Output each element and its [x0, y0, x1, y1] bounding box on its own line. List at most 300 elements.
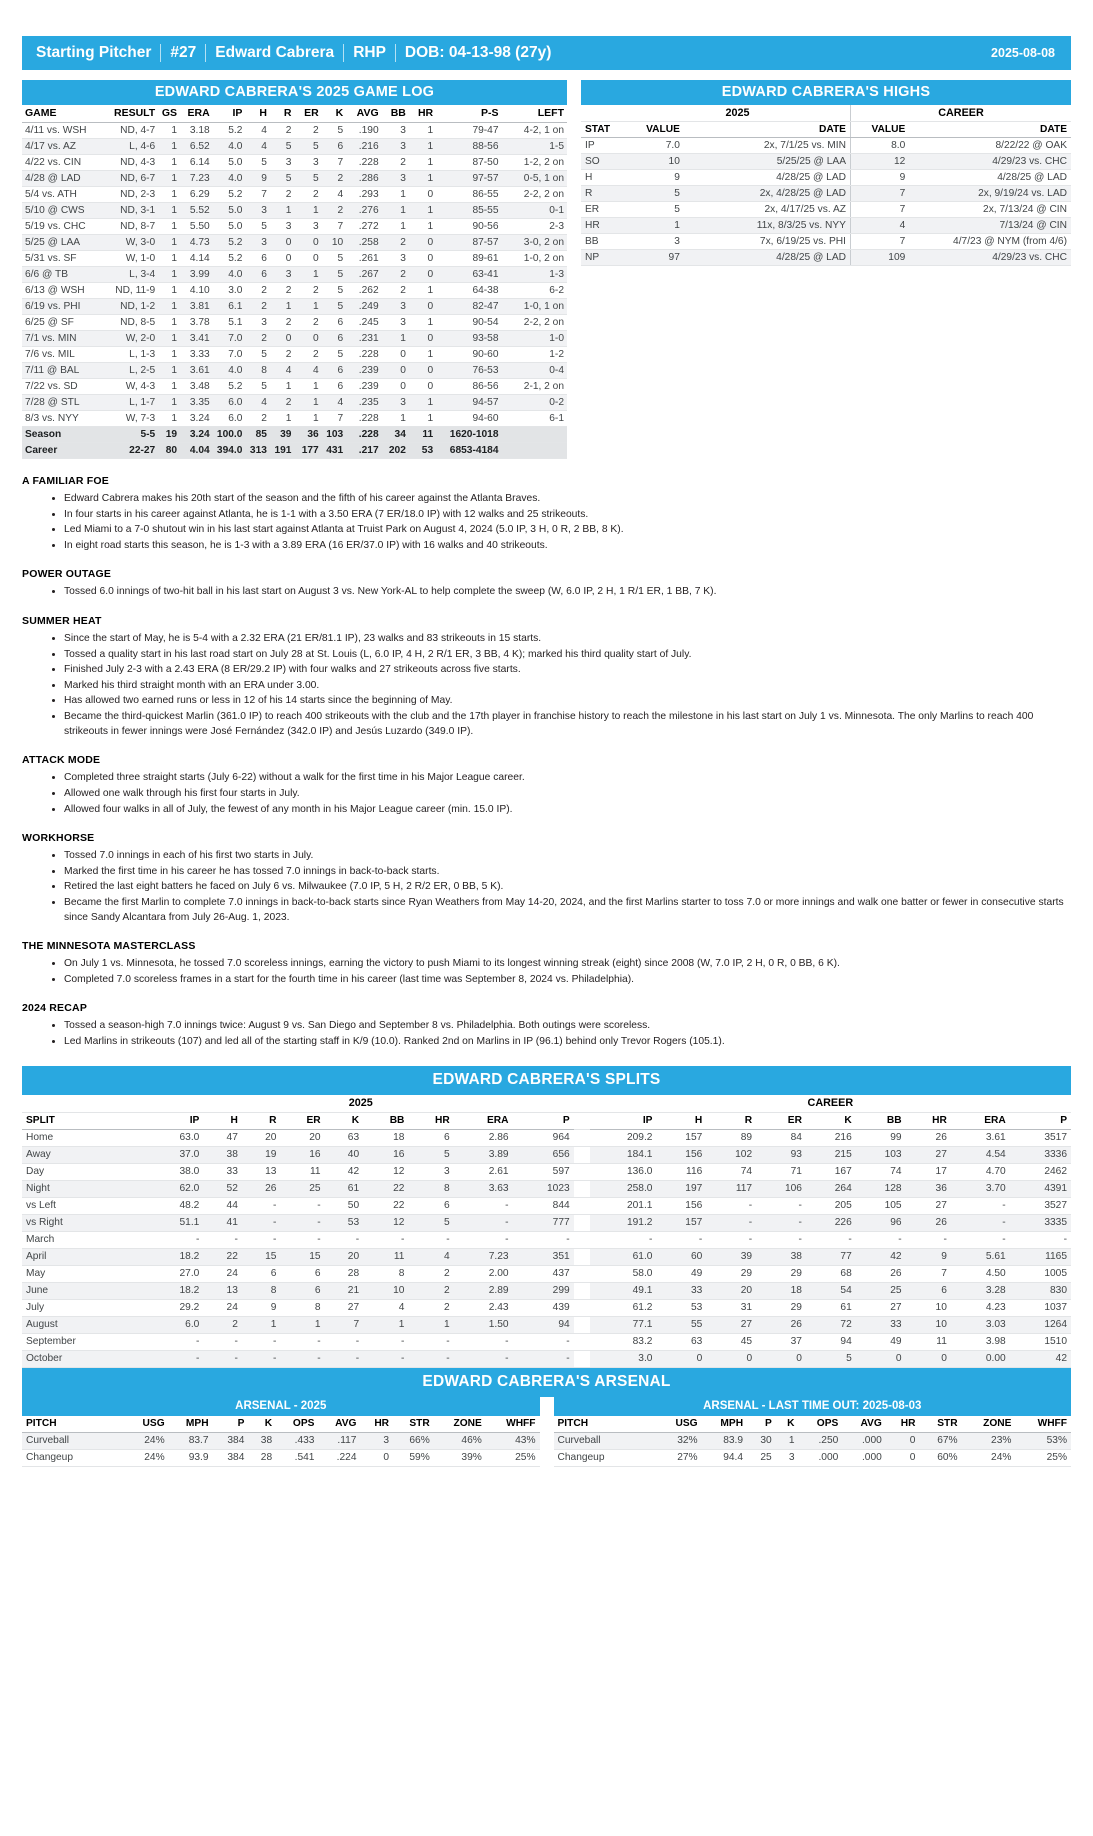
splits-row — [22, 1316, 1071, 1333]
column-header-whff: WHFF — [486, 1416, 540, 1433]
game-log-cell: .261 — [346, 251, 381, 267]
game-log-cell: .235 — [346, 395, 381, 411]
game-log-cell: ND, 2-3 — [98, 187, 158, 203]
splits-row-gap — [574, 1146, 590, 1163]
game-log-cell: 1 — [158, 203, 180, 219]
game-log-cell: 5/10 @ CWS — [22, 203, 98, 219]
highs-row — [581, 250, 1071, 266]
highs-cell: 8.0 — [850, 138, 909, 154]
game-log-cell: 0 — [270, 235, 295, 251]
game-log-cell: 2 — [382, 267, 409, 283]
game-log-cell: 5 — [294, 139, 321, 155]
highs-cell: 4/28/25 @ LAD — [684, 250, 851, 266]
game-log-cell: 4.0 — [213, 267, 246, 283]
game-log-cell: 3 — [382, 395, 409, 411]
splits-cell-career: 93 — [756, 1146, 806, 1163]
splits-cell-2025: 63.0 — [148, 1129, 203, 1146]
splits-row-gap — [574, 1248, 590, 1265]
game-log-cell: 2-1, 2 on — [502, 379, 567, 395]
game-log-total-cell: Career — [22, 443, 98, 459]
game-log-total-cell: 34 — [382, 427, 409, 443]
splits-cell-career: 29 — [756, 1299, 806, 1316]
highs-title: EDWARD CABRERA'S HIGHS — [581, 80, 1071, 105]
column-header-r: R — [706, 1112, 756, 1129]
game-log-cell: 1-2, 2 on — [502, 155, 567, 171]
game-log-cell: 3 — [294, 155, 321, 171]
splits-cell-career: - — [806, 1231, 856, 1248]
splits-cell-career: 60 — [656, 1248, 706, 1265]
splits-cell-2025: 3.89 — [454, 1146, 513, 1163]
game-log-cell: 7/11 @ BAL — [22, 363, 98, 379]
splits-cell-career: 61.0 — [590, 1248, 657, 1265]
splits-cell-2025: 20 — [242, 1129, 281, 1146]
game-log-cell: 1 — [158, 331, 180, 347]
game-log-cell: .216 — [346, 139, 381, 155]
game-log-cell: 1 — [382, 411, 409, 427]
player-role: Starting Pitcher — [36, 44, 152, 61]
splits-cell-2025: 9 — [242, 1299, 281, 1316]
game-log-cell: .272 — [346, 219, 381, 235]
splits-cell-career: 53 — [656, 1299, 706, 1316]
game-log-cell: 3 — [245, 203, 270, 219]
splits-cell-2025: - — [148, 1231, 203, 1248]
splits-cell-2025: 2 — [408, 1265, 453, 1282]
game-log-cell: 7/28 @ STL — [22, 395, 98, 411]
game-log-cell: 1 — [409, 139, 436, 155]
splits-cell-2025: 18.2 — [148, 1248, 203, 1265]
splits-row — [22, 1248, 1071, 1265]
game-log-season-row — [22, 427, 567, 443]
column-header-r: R — [270, 105, 295, 123]
splits-label-cell: Home — [22, 1129, 148, 1146]
game-log-cell: .262 — [346, 283, 381, 299]
game-log-cell: 90-56 — [436, 219, 501, 235]
splits-cell-career: 49 — [856, 1333, 906, 1350]
splits-cell-2025: 50 — [325, 1197, 364, 1214]
arsenal-cell: 67% — [919, 1432, 961, 1449]
splits-cell-2025: - — [454, 1333, 513, 1350]
splits-cell-career: 61.2 — [590, 1299, 657, 1316]
game-log-row — [22, 235, 567, 251]
column-header-era: ERA — [454, 1112, 513, 1129]
splits-header-gap — [574, 1112, 590, 1129]
game-log-cell: ND, 1-2 — [98, 299, 158, 315]
arsenal-cell: 3 — [360, 1432, 393, 1449]
notes-bullet: • Marked his third straight month with an ERA under 3.00. — [64, 679, 1071, 694]
column-header-era: ERA — [180, 105, 213, 123]
arsenal-cell: 60% — [919, 1449, 961, 1466]
splits-cell-career: - — [706, 1197, 756, 1214]
game-log-cell: 10 — [322, 235, 347, 251]
game-log-cell: 97-57 — [436, 171, 501, 187]
game-log-cell: 4 — [245, 139, 270, 155]
splits-cell-career: 3336 — [1010, 1146, 1071, 1163]
splits-cell-2025: 24 — [203, 1265, 242, 1282]
game-log-cell: 5 — [322, 283, 347, 299]
splits-cell-career: 74 — [856, 1163, 906, 1180]
game-log-cell: .228 — [346, 155, 381, 171]
splits-cell-career: - — [656, 1231, 706, 1248]
game-log-cell: 5 — [245, 219, 270, 235]
splits-cell-career: - — [951, 1197, 1010, 1214]
splits-cell-2025: - — [148, 1333, 203, 1350]
game-log-cell: 3 — [294, 219, 321, 235]
game-log-cell: 1 — [409, 347, 436, 363]
column-header-split: SPLIT — [22, 1112, 148, 1129]
game-log-cell: 1 — [294, 203, 321, 219]
splits-cell-2025: - — [454, 1214, 513, 1231]
splits-cell-2025: 439 — [513, 1299, 574, 1316]
column-header-ip: IP — [213, 105, 246, 123]
game-log-cell: W, 7-3 — [98, 411, 158, 427]
splits-cell-career: 83.2 — [590, 1333, 657, 1350]
splits-cell-2025: - — [325, 1231, 364, 1248]
highs-group-blank — [581, 105, 625, 122]
notes-bullet: • In four starts in his career against Atlanta, he is 1-1 with a 3.50 ERA (7 ER/18.0 IP) with 12 walks and 25 strikeouts. — [64, 508, 1071, 523]
splits-cell-career: 68 — [806, 1265, 856, 1282]
game-log-cell: 2 — [382, 235, 409, 251]
game-log-total-cell: 80 — [158, 443, 180, 459]
arsenal-cell: 32% — [657, 1432, 702, 1449]
notes-bullet: • Became the third-quickest Marlin (361.0 IP) to reach 400 strikeouts with the club and the 17th player in franchise history to reach the milestone in his last start on July 1 vs. Minnesota. The only Marlins to reach 400 strikeouts in fewer innings were José Fernández (342.0 IP) and Jesús Luzardo (349.0 IP). — [64, 710, 1071, 739]
game-log-row — [22, 347, 567, 363]
game-log-cell: 1 — [158, 187, 180, 203]
splits-label-cell: vs Right — [22, 1214, 148, 1231]
splits-row-gap — [574, 1129, 590, 1146]
arsenal-cell: 28 — [248, 1449, 276, 1466]
column-header-h: H — [656, 1112, 706, 1129]
splits-cell-2025: - — [363, 1350, 408, 1367]
game-log-cell: 1 — [158, 139, 180, 155]
splits-cell-career: 258.0 — [590, 1180, 657, 1197]
arsenal-cell: 384 — [213, 1449, 249, 1466]
game-log-total-cell: 191 — [270, 443, 295, 459]
game-log-cell: 5 — [245, 379, 270, 395]
game-log-cell: 4.73 — [180, 235, 213, 251]
game-log-cell: 6.29 — [180, 187, 213, 203]
splits-label-cell: Night — [22, 1180, 148, 1197]
splits-cell-2025: 42 — [325, 1163, 364, 1180]
column-header-date: DATE — [909, 122, 1071, 138]
notes-heading: SUMMER HEAT — [22, 615, 102, 628]
splits-cell-career: 31 — [706, 1299, 756, 1316]
splits-cell-2025: 437 — [513, 1265, 574, 1282]
splits-cell-2025: - — [363, 1231, 408, 1248]
notes-bullet: • Tossed a season-high 7.0 innings twice: August 9 vs. San Diego and September 8 vs. Philadelphia. Both outings were scoreless. — [64, 1019, 1071, 1034]
splits-cell-2025: 38.0 — [148, 1163, 203, 1180]
column-header-k: K — [325, 1112, 364, 1129]
player-dob: DOB: 04-13-98 (27y) — [404, 44, 552, 61]
arsenal-cell: .000 — [799, 1449, 843, 1466]
splits-cell-career: 77 — [806, 1248, 856, 1265]
arsenal-cell: 46% — [434, 1432, 486, 1449]
game-log-cell: ND, 11-9 — [98, 283, 158, 299]
splits-label-cell: April — [22, 1248, 148, 1265]
highs-row — [581, 186, 1071, 202]
game-log-row — [22, 363, 567, 379]
arsenal-2025-col — [22, 1397, 540, 1467]
arsenal-cell: 3 — [776, 1449, 799, 1466]
splits-cell-career: 156 — [656, 1146, 706, 1163]
splits-cell-2025: 61 — [325, 1180, 364, 1197]
highs-cell: NP — [581, 250, 625, 266]
highs-cell: IP — [581, 138, 625, 154]
game-log-cell: .276 — [346, 203, 381, 219]
splits-cell-career: 3.0 — [590, 1350, 657, 1367]
splits-cell-2025: 11 — [280, 1163, 324, 1180]
game-log-cell: 1 — [409, 315, 436, 331]
game-log-total-cell: 1620-1018 — [436, 427, 501, 443]
notes-bullet: • Completed 7.0 scoreless frames in a start for the fourth time in his career (last time was September 8, 2024 vs. Philadelphia). — [64, 973, 1071, 988]
splits-cell-2025: 48.2 — [148, 1197, 203, 1214]
highs-cell: ER — [581, 202, 625, 218]
game-log-cell: 85-55 — [436, 203, 501, 219]
splits-cell-2025: 52 — [203, 1180, 242, 1197]
game-log-cell: 5.0 — [213, 155, 246, 171]
splits-cell-2025: - — [242, 1231, 281, 1248]
game-log-cell: 1 — [270, 203, 295, 219]
splits-cell-2025: 21 — [325, 1282, 364, 1299]
arsenal-cell: .541 — [276, 1449, 318, 1466]
splits-cell-career: 84 — [756, 1129, 806, 1146]
splits-row-gap — [574, 1299, 590, 1316]
splits-cell-2025: 1 — [280, 1316, 324, 1333]
splits-cell-career: 3.61 — [951, 1129, 1010, 1146]
game-log-cell: 86-55 — [436, 187, 501, 203]
arsenal-cell: 93.9 — [169, 1449, 213, 1466]
splits-cell-2025: 2.00 — [454, 1265, 513, 1282]
splits-cell-career: 5.61 — [951, 1248, 1010, 1265]
game-log-cell: 0 — [409, 379, 436, 395]
game-log-cell: 7/22 vs. SD — [22, 379, 98, 395]
splits-cell-2025: - — [454, 1231, 513, 1248]
splits-row-gap — [574, 1265, 590, 1282]
highs-cell: 97 — [625, 250, 684, 266]
column-header-result: RESULT — [98, 105, 158, 123]
splits-cell-career: 58.0 — [590, 1265, 657, 1282]
splits-cell-2025: - — [242, 1197, 281, 1214]
game-log-cell: 2-2, 2 on — [502, 187, 567, 203]
highs-cell: BB — [581, 234, 625, 250]
game-log-row — [22, 267, 567, 283]
arsenal-cell: 0 — [886, 1449, 920, 1466]
game-log-cell: 0 — [294, 331, 321, 347]
game-log-cell: 3.24 — [180, 411, 213, 427]
game-log-cell: 2 — [270, 187, 295, 203]
splits-label-cell: March — [22, 1231, 148, 1248]
game-log-cell: ND, 8-5 — [98, 315, 158, 331]
game-log-cell: L, 1-7 — [98, 395, 158, 411]
game-log-cell: 4 — [245, 123, 270, 139]
game-log-total-cell — [502, 443, 567, 459]
splits-cell-2025: - — [363, 1333, 408, 1350]
highs-group-2025: 2025 — [625, 105, 850, 122]
notes-bullet: • Retired the last eight batters he faced on July 6 vs. Milwaukee (7.0 IP, 5 H, 2 R/2 ER, 0 BB, 5 K). — [64, 880, 1071, 895]
column-header-usg: USG — [126, 1416, 169, 1433]
game-log-row — [22, 395, 567, 411]
splits-table — [22, 1095, 1071, 1368]
splits-cell-career: 157 — [656, 1214, 706, 1231]
game-log-cell: 0-2 — [502, 395, 567, 411]
splits-label-cell: June — [22, 1282, 148, 1299]
game-log-cell: 8 — [245, 363, 270, 379]
game-log-total-cell: 6853-4184 — [436, 443, 501, 459]
highs-row — [581, 234, 1071, 250]
splits-cell-career: 63 — [656, 1333, 706, 1350]
game-log-header-row — [22, 105, 567, 123]
splits-cell-career: 830 — [1010, 1282, 1071, 1299]
game-log-cell: 1 — [158, 171, 180, 187]
game-log-cell: W, 2-0 — [98, 331, 158, 347]
splits-cell-career: - — [706, 1231, 756, 1248]
highs-cell: 5 — [625, 186, 684, 202]
game-log-table — [22, 105, 567, 459]
splits-cell-career: 116 — [656, 1163, 706, 1180]
game-log-cell: 87-50 — [436, 155, 501, 171]
highs-cell: 7 — [850, 202, 909, 218]
arsenal-last-out-col — [554, 1397, 1072, 1467]
game-log-cell: 0 — [382, 379, 409, 395]
arsenal-cell: .000 — [842, 1449, 886, 1466]
game-log-cell: 1-0, 2 on — [502, 251, 567, 267]
game-log-cell: 1 — [382, 187, 409, 203]
column-header-era: ERA — [951, 1112, 1010, 1129]
column-header-whff: WHFF — [1015, 1416, 1071, 1433]
game-log-cell: 7/1 vs. MIN — [22, 331, 98, 347]
game-log-cell: 2 — [322, 171, 347, 187]
game-log-cell: 5 — [322, 347, 347, 363]
splits-cell-career: 191.2 — [590, 1214, 657, 1231]
game-log-cell: .267 — [346, 267, 381, 283]
game-log-cell: 1 — [382, 219, 409, 235]
game-log-cell: 5 — [322, 123, 347, 139]
highs-cell: 8/22/22 @ OAK — [909, 138, 1071, 154]
game-log-total-cell: 22-27 — [98, 443, 158, 459]
game-log-cell: 1 — [158, 251, 180, 267]
splits-cell-career: 26 — [756, 1316, 806, 1333]
game-log-cell: 6 — [245, 251, 270, 267]
splits-cell-career: 77.1 — [590, 1316, 657, 1333]
splits-cell-2025: 27.0 — [148, 1265, 203, 1282]
game-log-cell: .190 — [346, 123, 381, 139]
game-log-cell: L, 3-4 — [98, 267, 158, 283]
splits-cell-2025: 3.63 — [454, 1180, 513, 1197]
game-log-cell: 94-60 — [436, 411, 501, 427]
game-log-cell: 1 — [294, 267, 321, 283]
highs-row — [581, 138, 1071, 154]
arsenal-cell: 94.4 — [702, 1449, 747, 1466]
column-header-er: ER — [280, 1112, 324, 1129]
game-log-total-cell: 394.0 — [213, 443, 246, 459]
arsenal-cell: Curveball — [22, 1432, 126, 1449]
game-log-cell: 1 — [294, 299, 321, 315]
column-header-hr: HR — [409, 105, 436, 123]
splits-cell-career: 27 — [906, 1197, 951, 1214]
game-log-cell: 5.0 — [213, 203, 246, 219]
splits-cell-2025: - — [325, 1350, 364, 1367]
splits-label-cell: September — [22, 1333, 148, 1350]
splits-cell-career: 4.54 — [951, 1146, 1010, 1163]
game-log-cell: ND, 4-7 — [98, 123, 158, 139]
splits-label-cell: Day — [22, 1163, 148, 1180]
splits-cell-career: 1037 — [1010, 1299, 1071, 1316]
game-log-cell: 6/19 vs. PHI — [22, 299, 98, 315]
splits-cell-career: 105 — [856, 1197, 906, 1214]
splits-cell-2025: - — [513, 1231, 574, 1248]
splits-cell-2025: 37.0 — [148, 1146, 203, 1163]
page-root — [0, 36, 1093, 1836]
game-log-cell: 94-57 — [436, 395, 501, 411]
arsenal-section — [22, 1368, 1071, 1467]
game-log-cell: 1 — [158, 347, 180, 363]
highs-cell: HR — [581, 218, 625, 234]
notes-heading: POWER OUTAGE — [22, 568, 112, 581]
game-log-cell: 3 — [270, 267, 295, 283]
splits-group-2025: 2025 — [148, 1095, 574, 1113]
highs-row — [581, 170, 1071, 186]
splits-cell-2025: 15 — [242, 1248, 281, 1265]
splits-cell-2025: 7.23 — [454, 1248, 513, 1265]
splits-cell-career: 3517 — [1010, 1129, 1071, 1146]
splits-label-cell: Away — [22, 1146, 148, 1163]
splits-cell-2025: 2 — [408, 1282, 453, 1299]
splits-cell-career: 49 — [656, 1265, 706, 1282]
game-log-cell: 6 — [245, 267, 270, 283]
game-log-cell: .258 — [346, 235, 381, 251]
notes-heading: ATTACK MODE — [22, 754, 101, 767]
arsenal-cell: 24% — [126, 1449, 169, 1466]
arsenal-cell: .224 — [318, 1449, 360, 1466]
splits-cell-career: 25 — [856, 1282, 906, 1299]
arsenal-last-out-table — [554, 1416, 1072, 1467]
game-log-career-row — [22, 443, 567, 459]
arsenal-cell: 43% — [486, 1432, 540, 1449]
highs-cell: H — [581, 170, 625, 186]
splits-cell-2025: 20 — [325, 1248, 364, 1265]
splits-cell-career: 0 — [756, 1350, 806, 1367]
splits-cell-2025: 8 — [242, 1282, 281, 1299]
splits-cell-career: - — [706, 1214, 756, 1231]
game-log-cell: 79-47 — [436, 123, 501, 139]
notes-bullet: • Completed three straight starts (July 6-22) without a walk for the first time in his Major League career. — [64, 771, 1071, 786]
splits-cell-2025: 51.1 — [148, 1214, 203, 1231]
splits-cell-2025: - — [280, 1333, 324, 1350]
splits-cell-career: 226 — [806, 1214, 856, 1231]
game-log-total-cell: .228 — [346, 427, 381, 443]
game-log-cell: 1 — [409, 283, 436, 299]
notes-list — [22, 632, 1071, 739]
splits-cell-career: 72 — [806, 1316, 856, 1333]
game-log-cell: 3.99 — [180, 267, 213, 283]
splits-cell-2025: - — [513, 1350, 574, 1367]
game-log-total-cell: 3.24 — [180, 427, 213, 443]
game-log-cell: 3 — [270, 155, 295, 171]
splits-cell-career: - — [590, 1231, 657, 1248]
arsenal-cell: 24% — [126, 1432, 169, 1449]
splits-cell-career: 1510 — [1010, 1333, 1071, 1350]
highs-cell: 7x, 6/19/25 vs. PHI — [684, 234, 851, 250]
splits-title: EDWARD CABRERA'S SPLITS — [22, 1066, 1071, 1095]
highs-section — [581, 80, 1071, 266]
game-log-total-cell: 39 — [270, 427, 295, 443]
column-header-k: K — [248, 1416, 276, 1433]
arsenal-cell: .117 — [318, 1432, 360, 1449]
arsenal-row — [554, 1432, 1072, 1449]
game-log-cell: 87-57 — [436, 235, 501, 251]
splits-cell-2025: 1 — [242, 1316, 281, 1333]
arsenal-cell: 66% — [393, 1432, 434, 1449]
splits-cell-career: 26 — [856, 1265, 906, 1282]
